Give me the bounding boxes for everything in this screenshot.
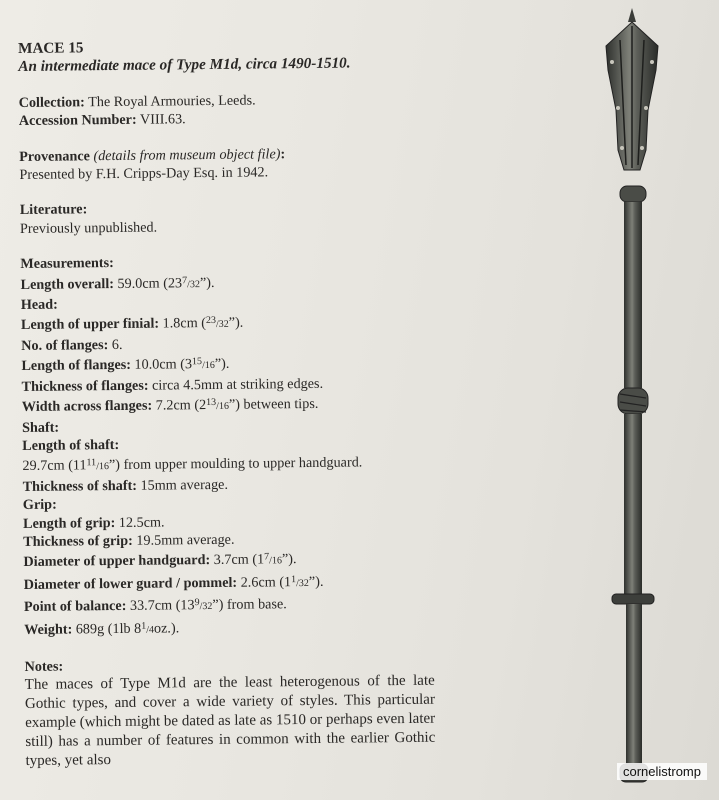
literature-block bbox=[20, 197, 430, 238]
grip-thickness-value: 19.5mm average. bbox=[136, 531, 235, 549]
accession-value: VIII.63. bbox=[139, 111, 186, 128]
grip-icon bbox=[626, 604, 642, 764]
catalogue-entry bbox=[18, 36, 436, 772]
upper-finial-value: 1.8cm (23/32”). bbox=[162, 315, 244, 332]
measurements-label: Measurements: bbox=[20, 255, 114, 273]
flanges-width-value: 7.2cm (213/16”) between tips. bbox=[155, 395, 319, 414]
provenance-label: Provenance bbox=[19, 147, 90, 165]
weight-value: 689g (1lb 81/4oz.). bbox=[75, 619, 180, 637]
shaft-length-label: Length of shaft: bbox=[22, 436, 120, 454]
shaft-length-value: 29.7cm (1111/16”) from upper moulding to upper handguard. bbox=[22, 454, 363, 475]
provenance-value: Presented by F.H. Cripps-Day Esq. in 1942. bbox=[19, 164, 269, 184]
literature-value: Previously unpublished. bbox=[19, 219, 158, 237]
shaft-label: Shaft: bbox=[21, 419, 60, 436]
collection-label: Collection: bbox=[18, 94, 85, 111]
collection-block bbox=[19, 90, 429, 131]
collection-value: The Royal Armouries, Leeds. bbox=[88, 92, 256, 111]
upper-handguard-value: 3.7cm (17/16”). bbox=[213, 551, 297, 569]
lower-guard-value: 2.6cm (11/32”). bbox=[240, 573, 324, 591]
accession-label: Accession Number: bbox=[18, 111, 137, 130]
flanges-thickness-value: circa 4.5mm at striking edges. bbox=[152, 375, 324, 394]
balance-value: 33.7cm (139/32”) from base. bbox=[129, 596, 287, 615]
head-label: Head: bbox=[20, 296, 58, 314]
upper-moulding-icon bbox=[620, 186, 646, 202]
notes-text: The maces of Type M1d are the least heterogenous of the late Gothic types, and cover a wide variety of styles. This particular example (which might be dated as late as 1510 or perhaps even later still) has a number of features in common with the earlier Gothic types, yet also bbox=[24, 673, 436, 770]
grip-length-value: 12.5cm. bbox=[118, 514, 165, 531]
provenance-block: Provenance (details from museum object file): Presented by F.H. Cripps-Day Esq. in 1942. bbox=[19, 143, 429, 184]
flanges-number-value: 6. bbox=[111, 336, 123, 353]
mace-illustration bbox=[560, 0, 719, 800]
measurements-block: Measurements: Length overall: 59.0cm (237/32”). Head: Length of upper finial: 1.8cm (23/32”). No. of flanges: 6. Length of flanges: 10.0cm (315/16”). Thickness of flanges: circa 4.5mm at striking edges. Width across flanges: 7.2cm (213/16”) between tips. Shaft: Length of shaft: 29.7cm (1111/16”) from upper moulding to upper handguard. Thickness of shaft: 15mm average. Grip: Length of grip: 12.5cm. Thickness of grip: 19.5mm average. Diameter of upper handguard: 3.7cm (17/16”). Diameter of lower guard / pommel: 2.6cm (11/32”). Point of balance: 33.7cm (139/32”) from base. Weight: 689g (1lb 81/4oz.). bbox=[20, 251, 434, 641]
entry-subtitle: An intermediate mace of Type M1d, circa 1490-1510. bbox=[18, 54, 351, 76]
provenance-note: (details from museum object file) bbox=[93, 145, 281, 164]
literature-label: Literature: bbox=[19, 201, 88, 219]
length-overall-value: 59.0cm (237/32”). bbox=[117, 274, 215, 292]
flanges-length-value: 10.0cm (315/16”). bbox=[134, 356, 230, 374]
notes-label: Notes: bbox=[24, 658, 64, 675]
entry-title: MACE 15 bbox=[18, 39, 84, 57]
shaft-icon bbox=[624, 202, 642, 388]
grip-label: Grip: bbox=[22, 496, 57, 514]
handguard-icon bbox=[612, 594, 654, 604]
notes-block bbox=[24, 654, 435, 772]
finial-icon bbox=[628, 8, 636, 22]
shaft-thickness-value: 15mm average. bbox=[140, 476, 229, 494]
watermark: cornelistromp bbox=[617, 763, 707, 780]
